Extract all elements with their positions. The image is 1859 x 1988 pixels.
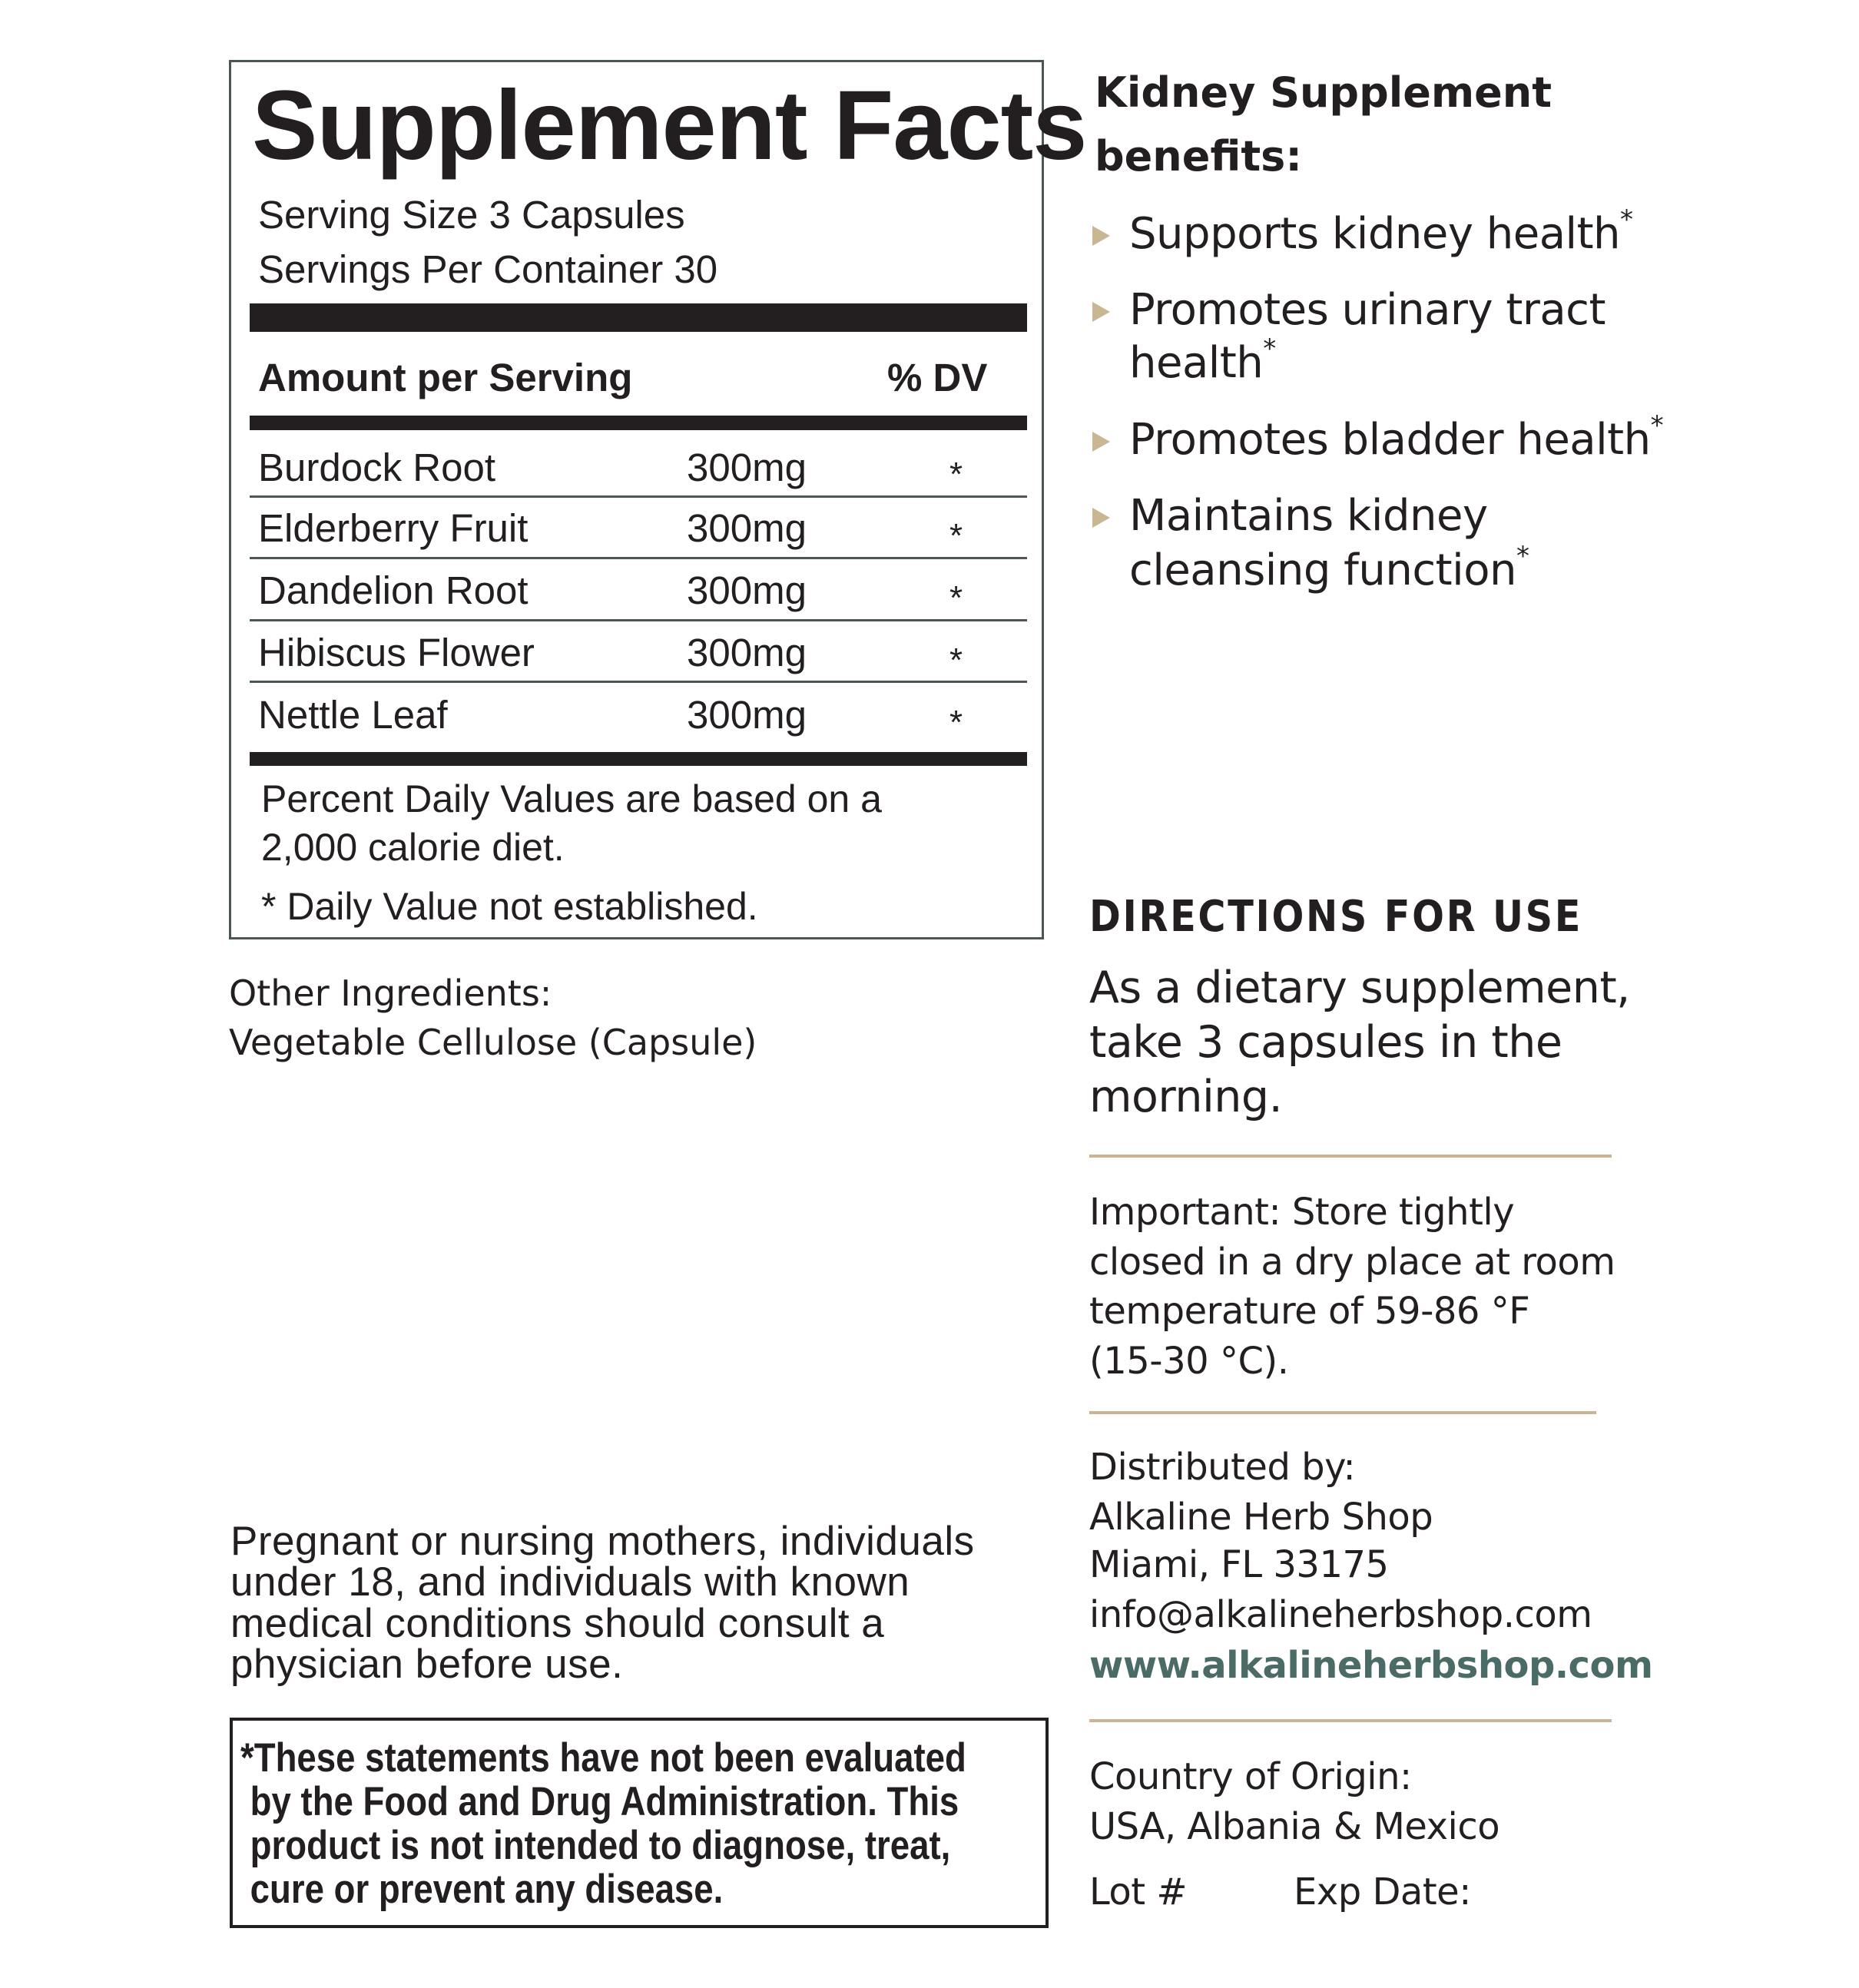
ingredient-amount: 300mg <box>687 568 807 612</box>
dv-header: % DV <box>887 356 988 399</box>
other-ingredients-label: Other Ingredients: <box>229 972 552 1014</box>
triangle-right-icon <box>1092 302 1110 322</box>
asterisk-mark: * <box>1263 333 1276 364</box>
website-link[interactable]: www.alkalineherbshop.com <box>1089 1644 1653 1687</box>
warning-text: under 18, and individuals with known <box>230 1559 910 1605</box>
ingredient-name: Hibiscus Flower <box>258 631 535 674</box>
country-of-origin-label: Country of Origin: <box>1089 1755 1412 1798</box>
storage-text: Important: Store tightly <box>1089 1191 1515 1234</box>
ingredient-amount: 300mg <box>687 693 807 737</box>
dv-footnote: Percent Daily Values are based on a <box>261 777 882 820</box>
fda-disclaimer-text: by the Food and Drug Administration. This <box>240 1779 959 1824</box>
dv-footnote-cont: 2,000 calorie diet. <box>261 826 565 869</box>
ingredient-name: Nettle Leaf <box>258 693 448 737</box>
distributed-by-label: Distributed by: <box>1089 1446 1356 1489</box>
distributor-name: Alkaline Herb Shop <box>1089 1496 1433 1539</box>
other-ingredients-value: Vegetable Cellulose (Capsule) <box>229 1022 757 1063</box>
benefit-text: Promotes bladder health <box>1129 415 1651 465</box>
benefit-text: Promotes urinary tract <box>1129 285 1606 335</box>
directions-text: morning. <box>1089 1072 1283 1122</box>
fda-disclaimer-text: *These statements have not been evaluated <box>240 1735 966 1781</box>
ingredient-dv: * <box>949 517 963 555</box>
exp-date-label: Exp Date: <box>1294 1870 1471 1913</box>
warning-text: medical conditions should consult a <box>230 1601 885 1646</box>
asterisk-mark: * <box>1650 410 1664 441</box>
row-divider <box>250 495 1027 498</box>
servings-per-container: Servings Per Container 30 <box>258 247 718 291</box>
benefits-heading-cont: benefits: <box>1095 132 1302 181</box>
medium-divider <box>250 752 1027 766</box>
warning-text: Pregnant or nursing mothers, individuals <box>230 1519 975 1564</box>
row-divider <box>250 557 1027 559</box>
asterisk-mark: * <box>1620 204 1633 235</box>
asterisk-mark: * <box>1516 541 1529 572</box>
ingredient-name: Dandelion Root <box>258 568 529 612</box>
row-divider <box>250 619 1027 621</box>
supplement-facts-title: Supplement Facts <box>252 71 1087 181</box>
section-divider <box>1089 1155 1612 1158</box>
section-divider <box>1089 1411 1596 1414</box>
directions-heading: DIRECTIONS FOR USE <box>1089 892 1583 942</box>
triangle-right-icon <box>1092 432 1110 452</box>
dv-not-established: * Daily Value not established. <box>261 885 758 928</box>
triangle-right-icon <box>1092 508 1110 528</box>
country-of-origin-value: USA, Albania & Mexico <box>1089 1805 1500 1848</box>
serving-size: Serving Size 3 Capsules <box>258 193 685 237</box>
benefit-text-cont: health <box>1129 338 1264 388</box>
storage-text: temperature of 59-86 °F <box>1089 1290 1530 1333</box>
directions-text: take 3 capsules in the <box>1089 1017 1562 1068</box>
benefit-text: Maintains kidney <box>1129 491 1488 541</box>
row-divider <box>250 681 1027 683</box>
storage-text: (15-30 °C). <box>1089 1340 1289 1383</box>
ingredient-amount: 300mg <box>687 631 807 674</box>
distributor-address: Miami, FL 33175 <box>1089 1543 1389 1586</box>
ingredient-dv: * <box>949 641 963 679</box>
fda-disclaimer-text: cure or prevent any disease. <box>240 1867 724 1912</box>
benefits-heading: Kidney Supplement <box>1095 68 1552 117</box>
section-divider <box>1089 1719 1612 1722</box>
benefit-text-cont: cleansing function <box>1129 545 1516 595</box>
directions-text: As a dietary supplement, <box>1089 963 1630 1013</box>
benefit-text: Supports kidney health <box>1129 209 1621 259</box>
lot-number-label: Lot # <box>1089 1870 1188 1913</box>
ingredient-dv: * <box>949 579 963 617</box>
amount-per-serving-header: Amount per Serving <box>258 356 633 399</box>
medium-divider <box>250 416 1027 430</box>
ingredient-amount: 300mg <box>687 506 807 550</box>
ingredient-name: Burdock Root <box>258 446 495 489</box>
storage-text: closed in a dry place at room <box>1089 1241 1615 1284</box>
ingredient-dv: * <box>949 456 963 493</box>
ingredient-amount: 300mg <box>687 446 807 489</box>
ingredient-dv: * <box>949 704 963 741</box>
triangle-right-icon <box>1092 226 1110 246</box>
thick-divider <box>250 303 1027 332</box>
fda-disclaimer-text: product is not intended to diagnose, treat, <box>240 1823 951 1868</box>
warning-text: physician before use. <box>230 1642 624 1687</box>
ingredient-name: Elderberry Fruit <box>258 506 529 550</box>
distributor-email[interactable]: info@alkalineherbshop.com <box>1089 1593 1592 1636</box>
